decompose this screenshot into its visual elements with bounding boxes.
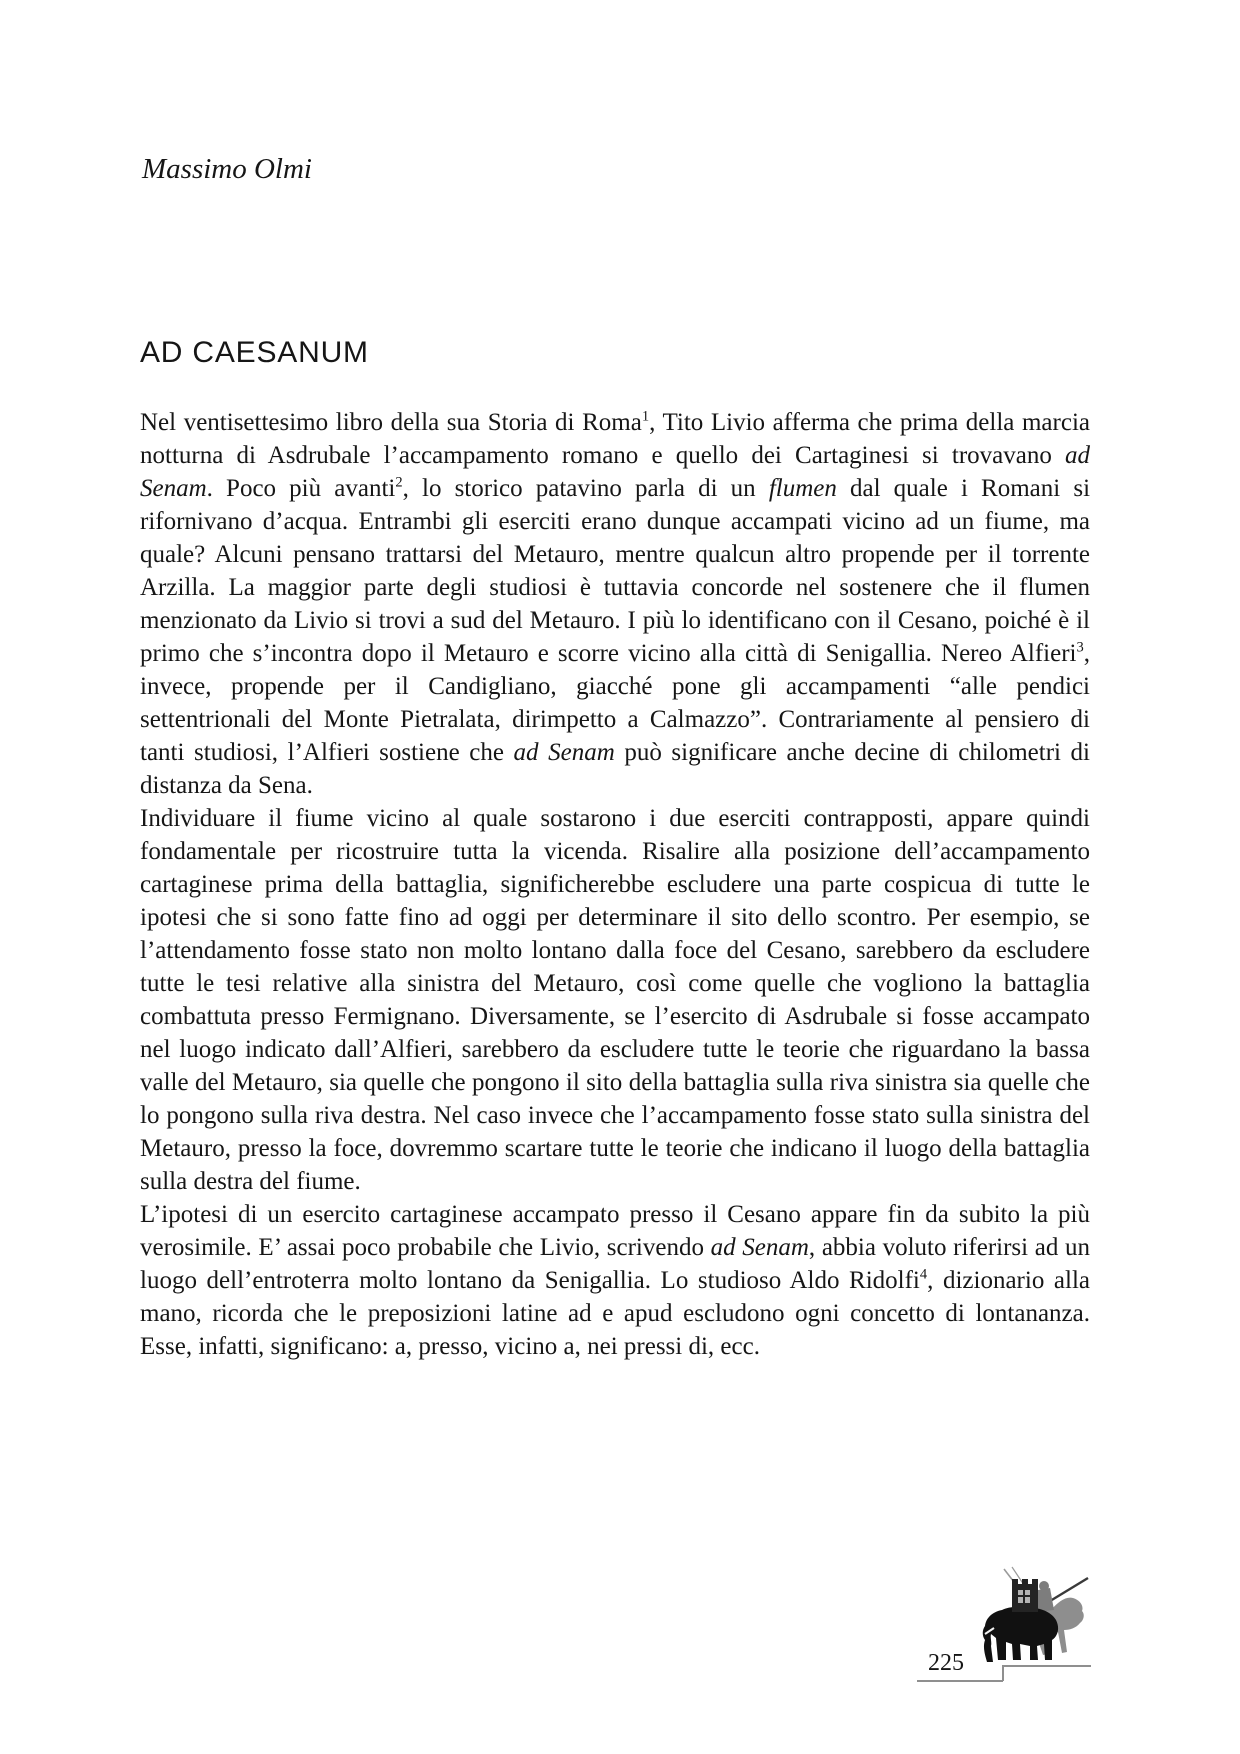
elephant-silhouette bbox=[983, 1607, 1058, 1662]
footer-step-rule-vertical bbox=[1002, 1666, 1004, 1681]
article-body bbox=[140, 406, 1090, 1363]
text-run: , lo storico patavino parla di un bbox=[402, 475, 769, 502]
footer-step-rule-low bbox=[917, 1680, 1003, 1682]
footnote-marker: 2 bbox=[395, 474, 403, 491]
page-number: 225 bbox=[928, 1650, 964, 1676]
paragraph bbox=[140, 802, 1090, 1198]
footnote-marker: 4 bbox=[919, 1266, 928, 1283]
italic-phrase: ad Senam bbox=[140, 442, 1090, 502]
horseman-body bbox=[1036, 1588, 1054, 1612]
footnote-marker: 1 bbox=[641, 408, 650, 425]
text-run: può significare anche decine di chilometri di distanza da Sena. bbox=[140, 739, 1090, 799]
article-title: AD CAESANUM bbox=[140, 336, 369, 369]
footnote-marker: 3 bbox=[1076, 639, 1084, 656]
text-run: , abbia voluto riferirsi ad un luogo dell’entroterra molto lontano da Senigallia. Lo studioso Aldo Ridolfi bbox=[140, 1234, 1091, 1294]
text-run: Individuare il fiume vicino al quale sostarono i due eserciti contrapposti, appare quindi fondamentale per ricostruire tutta la vicenda. Risalire alla posizione dell’accampamento cartaginese prima della battaglia, significherebbe escludere una parte cospicua di tutte le ipotesi che si sono fatte fino ad oggi per determinare il sito dello scontro. Per esempio, se l’attendamento fosse stato non molto lontano dalla foce del Cesano, sarebbero da escludere tutte le tesi relative alla sinistra del Metauro, così come quelle che vogliono la battaglia combattuta presso Fermignano. Diversamente, se l’esercito di Asdrubale si fosse accampato nel luogo indicato dall’Alfieri, sarebbero da escludere tutte le teorie che riguardano la bassa valle del Metauro, sia quelle che pongono il sito della battaglia sulla riva sinistra sia quelle che lo pongono sulla riva destra. Nel caso invece che l’accampamento fosse stato sulla sinistra del Metauro, presso la foce, dovremmo scartare tutte le teorie che indicano il luogo della battaglia sulla destra del fiume. bbox=[140, 805, 1090, 1195]
paragraph bbox=[140, 406, 1090, 802]
text-run: , invece, propende per il Candigliano, giacché pone gli accampamenti “alle pendici settentrionali del Monte Pietralata, dirimpetto a Calmazzo”. Contrariamente al pensiero di tanti studiosi, l’Alfieri sostiene che bbox=[140, 640, 1090, 766]
paragraph bbox=[140, 1198, 1090, 1363]
italic-phrase: ad Senam bbox=[710, 1234, 809, 1261]
howdah-tower bbox=[1012, 1579, 1038, 1612]
text-run: dal quale i Romani si rifornivano d’acqua. Entrambi gli eserciti erano dunque accampati vicino ad un fiume, ma quale? Alcuni pensano trattarsi del Metauro, mentre qualcun altro propende per il torrente Arzilla. La maggior parte degli studiosi è tuttavia concorde nel sostenere che il flumen menzionato da Livio si trovi a sud del Metauro. I più lo identificano con il Cesano, poiché è il primo che s’incontra dopo il Metauro e scorre vicino alla città di Senigallia. Nereo Alfieri bbox=[140, 475, 1091, 667]
text-run: , Tito Livio afferma che prima della marcia notturna di Asdrubale l’accampamento romano e quello dei Cartaginesi si trovavano bbox=[140, 409, 1090, 469]
italic-phrase: flumen bbox=[768, 475, 837, 502]
author-name: Massimo Olmi bbox=[142, 153, 312, 185]
text-run: , dizionario alla mano, ricorda che le preposizioni latine ad e apud escludono ogni concetto di lontananza. Esse, infatti, significano: a, presso, vicino a, nei pressi di, ecc. bbox=[140, 1267, 1090, 1360]
text-run: . Poco più avanti bbox=[206, 475, 396, 502]
text-run: L’ipotesi di un esercito cartaginese accampato presso il Cesano appare fin da subito la più verosimile. E’ assai poco probabile che Livio, scrivendo bbox=[140, 1201, 1090, 1261]
text-run: Nel ventisettesimo libro della sua Storia di Roma bbox=[140, 409, 642, 436]
italic-phrase: ad Senam bbox=[513, 739, 615, 766]
war-elephant-illustration bbox=[972, 1566, 1090, 1668]
